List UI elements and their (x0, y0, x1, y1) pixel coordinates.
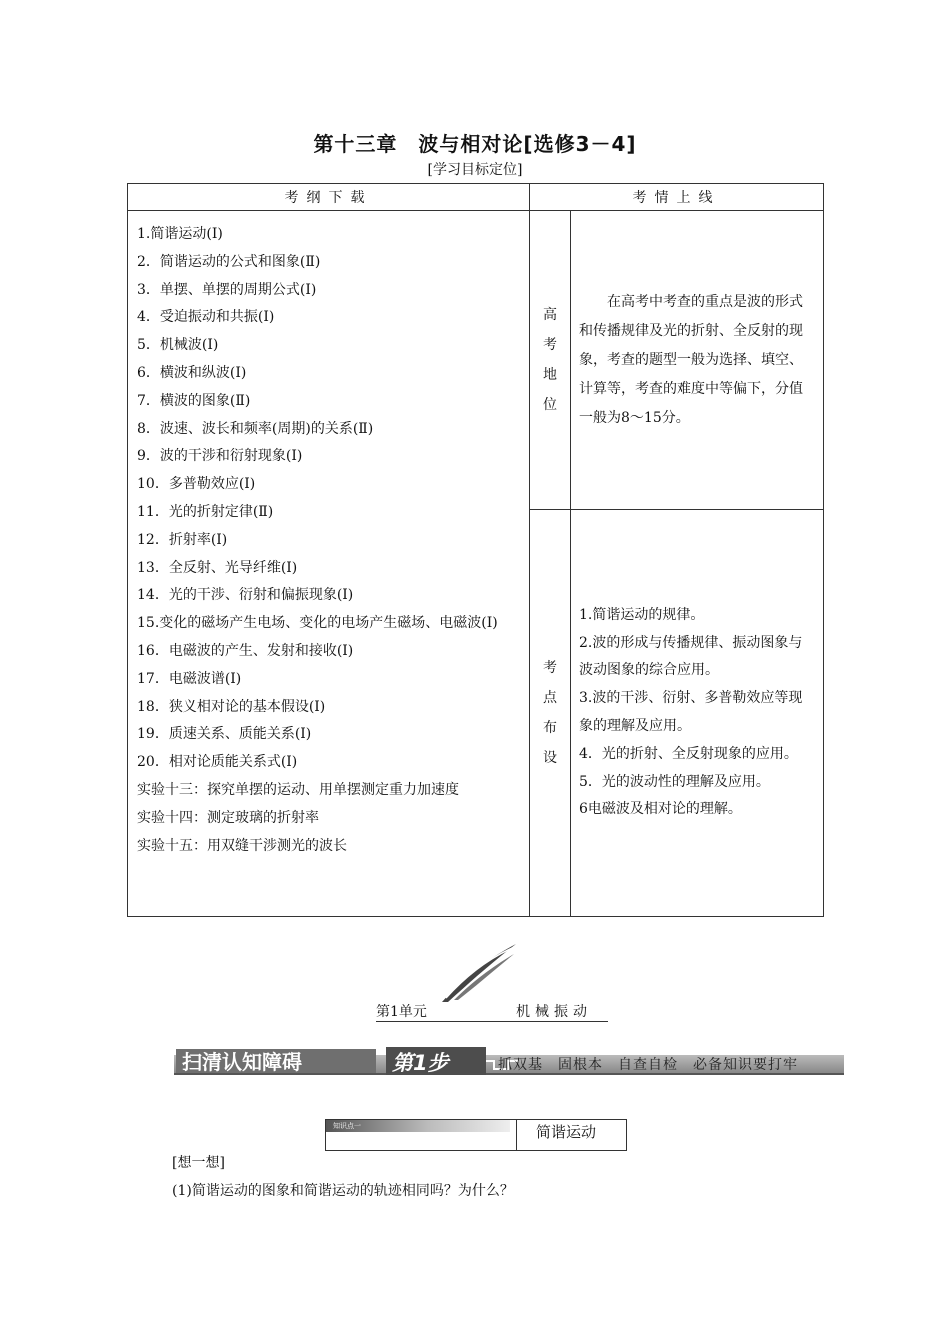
chapter-title: 第十三章 波与相对论[选修3－4] (313, 132, 637, 156)
syllabus-table (127, 183, 824, 917)
status-label (530, 211, 571, 510)
question-1: (1)简谐运动的图象和简谐运动的轨迹相同吗？为什么？ (172, 1183, 514, 1199)
syllabus-item: 20．相对论质能关系式(Ⅰ) (137, 754, 298, 771)
think-label: [想一想] (172, 1155, 225, 1171)
syllabus-item: 15.变化的磁场产生电场、变化的电场产生磁场、电磁波(Ⅰ) (137, 615, 498, 632)
banner-section-text: 第1步 (392, 1051, 449, 1075)
syllabus-item: 11．光的折射定律(Ⅱ) (137, 503, 274, 520)
syllabus-cell (128, 211, 530, 917)
col-header-syllabus: 考纲下载 (128, 184, 530, 211)
syllabus-item: 1.简谐运动(Ⅰ) (137, 226, 223, 242)
exam-point-item: 4．光的折射、全反射现象的应用。 (579, 745, 798, 762)
unit-number: 第1单元 (376, 1004, 427, 1020)
syllabus-item: 19．质速关系、质能关系(Ⅰ) (137, 726, 312, 743)
syllabus-item: 6．横波和纵波(Ⅰ) (137, 364, 247, 381)
syllabus-item: 2．简谐运动的公式和图象(Ⅱ) (137, 253, 321, 270)
section-subtitle: [学习目标定位] (427, 162, 523, 178)
syllabus-item: 3．单摆、单摆的周期公式(Ⅰ) (137, 281, 317, 298)
syllabus-item: 12．折射率(Ⅰ) (137, 531, 228, 548)
points-label-text: 考点布设 (543, 660, 557, 766)
swoosh-icon (440, 942, 520, 1004)
syllabus-item: 17．电磁波谱(Ⅰ) (137, 670, 242, 687)
points-label (530, 510, 571, 917)
syllabus-item: 实验十四：测定玻璃的折射率 (137, 809, 319, 826)
knowledge-point-divider (516, 1119, 517, 1150)
col-header-exam-info: 考情上线 (530, 184, 824, 211)
exam-point-item: 1.简谐运动的规律。 (579, 606, 705, 623)
syllabus-item: 5．机械波(Ⅰ) (137, 337, 219, 354)
syllabus-item: 18．狭义相对论的基本假设(Ⅰ) (137, 698, 326, 715)
syllabus-item: 14．光的干涉、衍射和偏振现象(Ⅰ) (137, 587, 354, 604)
knowledge-point-title: 简谐运动 (536, 1123, 597, 1141)
syllabus-item: 10．多普勒效应(Ⅰ) (137, 476, 256, 493)
unit-name: 机械振动 (516, 1004, 592, 1020)
knowledge-point-tag-text: 知识点一 (333, 1122, 361, 1130)
unit-underline (376, 1021, 608, 1022)
banner-left-text: 扫清认知障碍 (182, 1050, 302, 1074)
syllabus-item: 实验十三：探究单摆的运动、用单摆测定重力加速度 (137, 781, 459, 798)
syllabus-item: 7．横波的图象(Ⅱ) (137, 392, 251, 409)
syllabus-item: 实验十五：用双缝干涉测光的波长 (137, 837, 347, 854)
points-cell (571, 510, 824, 917)
exam-point-item: 3.波的干涉、衍射、多普勒效应等现象的理解及应用。 (579, 690, 803, 734)
syllabus-item: 16．电磁波的产生、发射和接收(Ⅰ) (137, 642, 354, 659)
syllabus-item: 13．全反射、光导纤维(Ⅰ) (137, 559, 298, 576)
syllabus-item: 9．波的干涉和衍射现象(Ⅰ) (137, 448, 303, 465)
points-list (571, 602, 823, 824)
status-label-text: 高考地位 (543, 307, 557, 413)
exam-point-item: 5．光的波动性的理解及应用。 (579, 773, 770, 790)
status-cell (571, 211, 824, 510)
status-text: 在高考中考查的重点是波的形式和传播规律及光的折射、全反射的现象，考查的题型一般为选择、填空、计算等，考查的难度中等偏下，分值一般为8～15分。 (579, 293, 803, 426)
exam-point-item: 6电磁波及相对论的理解。 (579, 801, 742, 818)
exam-point-item: 2.波的形成与传播规律、振动图象与波动图象的综合应用。 (579, 634, 803, 679)
syllabus-list (128, 211, 529, 860)
banner-tagline: 抓双基 固根本 自查自检 必备知识要打牢 (498, 1057, 798, 1073)
syllabus-item: 4．受迫振动和共振(Ⅰ) (137, 309, 275, 326)
syllabus-item: 8．波速、波长和频率(周期)的关系(Ⅱ) (137, 420, 374, 437)
